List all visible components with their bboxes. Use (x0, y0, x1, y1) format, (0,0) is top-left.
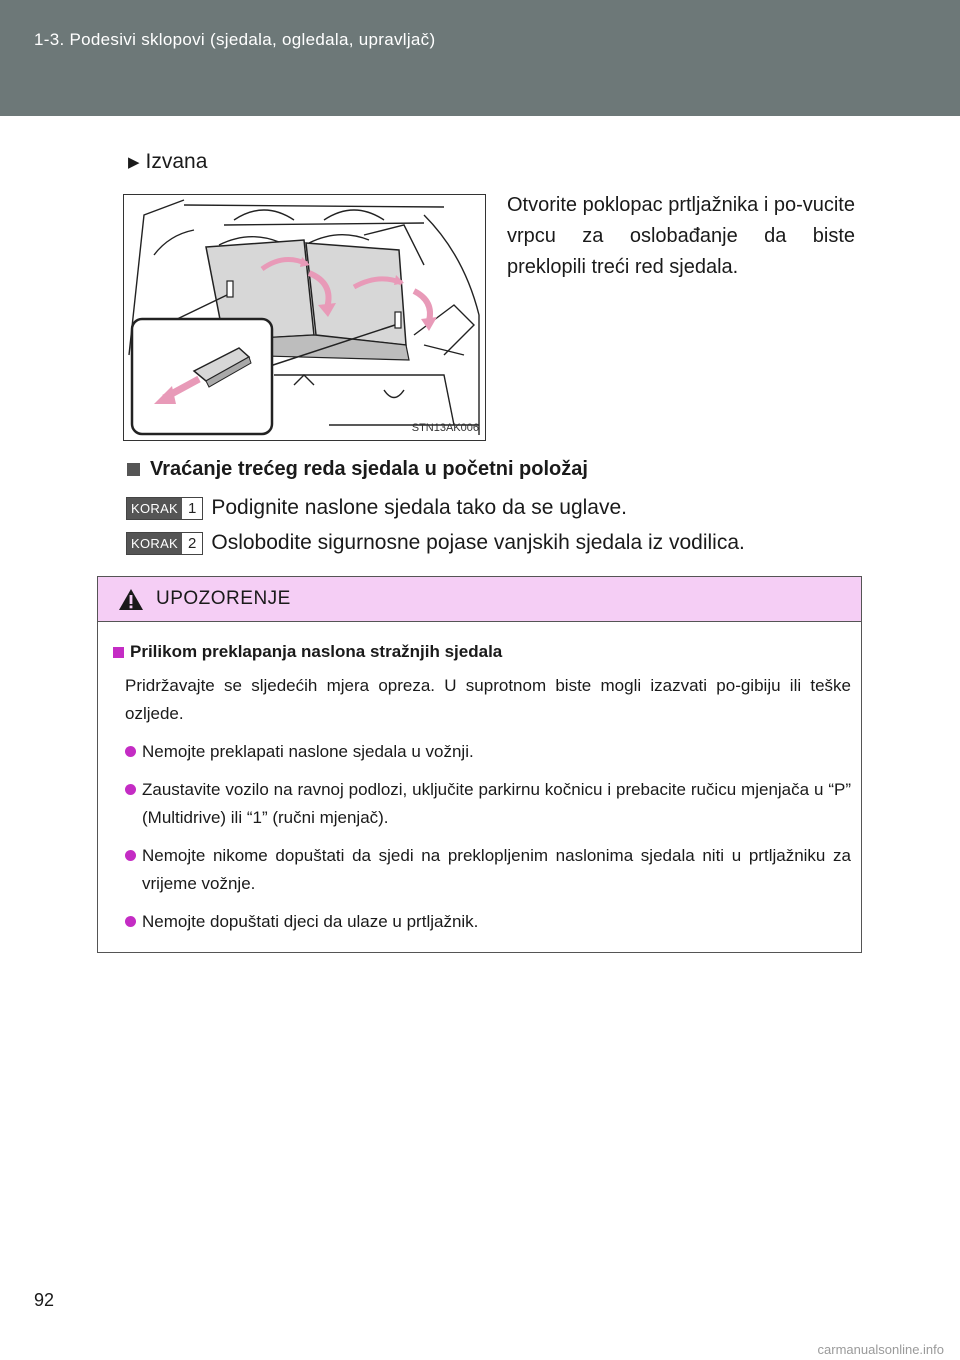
seat-illustration-drawing (124, 195, 485, 440)
warning-header (98, 577, 861, 622)
step-badge (126, 532, 203, 555)
page-number: 92 (34, 1290, 55, 1310)
step-badge-number: 1 (182, 498, 202, 519)
header-title: 1-3. Podesivi sklopovi (sjedala, ogledala, upravljač) (34, 30, 436, 49)
warning-box (97, 576, 862, 953)
bullet-dot-icon (125, 916, 136, 927)
figure-description: Otvorite poklopac prtljažnika i po-vucite vrpcu za oslobađanje da biste preklopili treći red sjedala. (507, 194, 855, 278)
page-header (0, 0, 960, 116)
bullet-dot-icon (125, 850, 136, 861)
warning-subtitle: Prilikom preklapanja naslona stražnjih sjedala (130, 642, 503, 661)
warning-bullet-text: Nemojte preklapati naslone sjedala u vožnji. (142, 742, 474, 761)
warning-triangle-icon (118, 588, 144, 611)
square-bullet-icon (127, 463, 140, 476)
step-text: Oslobodite sigurnosne pojase vanjskih sjedala iz vodilica. (211, 531, 745, 554)
step-badge (126, 497, 203, 520)
triangle-bullet-icon: ▶ (128, 154, 140, 171)
warning-body (98, 642, 861, 936)
warning-subtitle-row (113, 642, 851, 662)
warning-bullet (125, 842, 851, 898)
bullet-dot-icon (125, 746, 136, 757)
section-heading (128, 150, 207, 174)
square-bullet-icon (113, 647, 124, 658)
step-1 (126, 496, 627, 520)
warning-bullet-text: Nemojte dopuštati djeci da ulaze u prtljažnik. (142, 912, 479, 931)
step-badge-label: KORAK (127, 498, 182, 519)
warning-bullet (125, 908, 851, 936)
bullet-dot-icon (125, 784, 136, 795)
section-title: Izvana (145, 150, 208, 173)
step-badge-number: 2 (182, 533, 202, 554)
subsection-title: Vraćanje trećeg reda sjedala u početni položaj (150, 458, 588, 480)
warning-intro: Pridržavajte se sljedećih mjera opreza. U suprotnom biste mogli izazvati po-gibiju ili teške ozljede. (125, 676, 851, 723)
warning-bullet-text: Nemojte nikome dopuštati da sjedi na preklopljenim naslonima sjedala niti u prtljažniku za vrijeme vožnje. (142, 846, 851, 893)
watermark: carmanualsonline.info (817, 1342, 944, 1357)
warning-title: UPOZORENJE (156, 588, 291, 609)
step-badge-label: KORAK (127, 533, 182, 554)
warning-bullet (125, 776, 851, 832)
step-2 (126, 531, 745, 555)
step-text: Podignite naslone sjedala tako da se uglave. (211, 496, 627, 519)
seat-illustration (123, 194, 486, 441)
warning-bullet (125, 738, 851, 766)
warning-bullet-text: Zaustavite vozilo na ravnoj podlozi, uključite parkirnu kočnicu i prebacite ručicu mjenjača u “P” (Multidrive) ili “1” (ručni mjenjač). (142, 780, 851, 827)
subsection-heading (127, 458, 588, 481)
figure-code: STN13AK006 (411, 422, 479, 434)
